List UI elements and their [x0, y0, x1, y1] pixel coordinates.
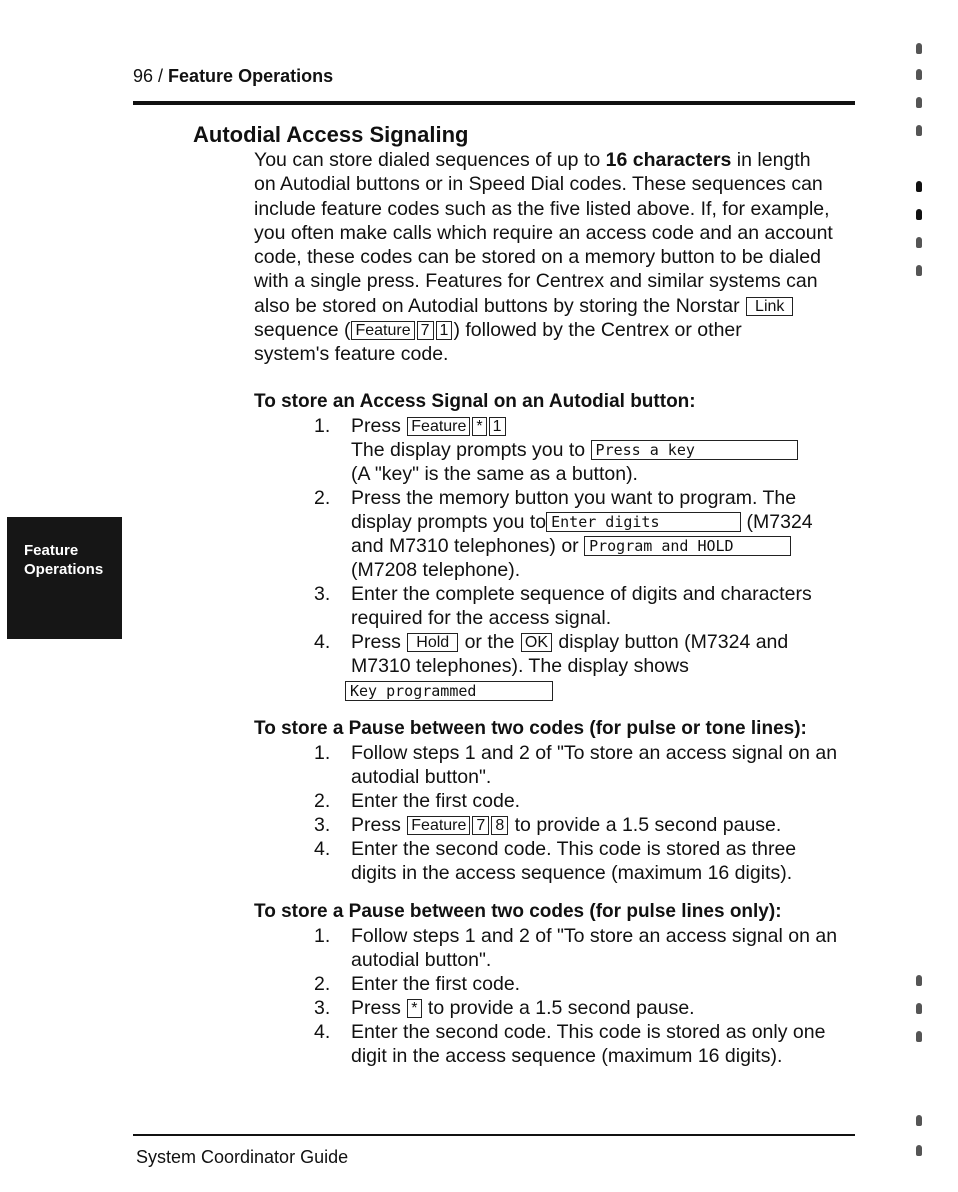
step-number: 4.	[314, 631, 331, 653]
key-star: *	[472, 417, 486, 436]
proc1-step4	[351, 631, 788, 654]
step-number: 4.	[314, 1021, 331, 1043]
step-text: (A "key" is the same as a button).	[351, 463, 638, 485]
step-number: 2.	[314, 487, 331, 509]
intro-line: include feature codes such as the five listed above. If, for example,	[254, 197, 830, 220]
binding-mark	[916, 209, 922, 220]
step-text: Enter the second code. This code is stored as three	[351, 838, 797, 860]
step-text: (M7324	[741, 511, 813, 533]
step-number: 1.	[314, 415, 331, 437]
binding-mark	[916, 975, 922, 986]
key-1: 1	[489, 417, 506, 436]
footer-title: System Coordinator Guide	[136, 1147, 349, 1167]
key-star: *	[407, 999, 421, 1018]
step-text: autodial button".	[351, 949, 492, 971]
step-number: 3.	[314, 997, 331, 1019]
binding-mark	[916, 181, 922, 192]
step-text: display button (M7324 and	[553, 631, 789, 653]
binding-mark	[916, 43, 922, 54]
intro-text: You can store dialed sequences of up to	[254, 149, 606, 171]
section-title: Autodial Access Signaling	[193, 122, 469, 147]
header-section: Feature Operations	[168, 66, 334, 86]
step-number: 2.	[314, 973, 331, 995]
step-text: digit in the access sequence (maximum 16 digits).	[351, 1045, 783, 1067]
display-prompt: Program and HOLD	[584, 536, 791, 556]
key-hold: Hold	[407, 633, 458, 652]
key-ok: OK	[521, 633, 552, 652]
intro-line: system's feature code.	[254, 343, 449, 366]
intro-line: code, these codes can be stored on a memory button to be dialed	[254, 246, 821, 269]
key-link: Link	[746, 297, 793, 316]
intro-line	[254, 318, 864, 342]
intro-bold: 16 characters	[605, 149, 732, 171]
step-text: digits in the access sequence (maximum 16 digits).	[351, 862, 793, 884]
intro-line: you often make calls which require an access code and an account	[254, 221, 833, 244]
binding-mark	[916, 69, 922, 80]
display-prompt: Enter digits	[546, 512, 741, 532]
step-text: autodial button".	[351, 766, 492, 788]
display-prompt: Press a key	[591, 440, 798, 460]
binding-mark	[916, 1145, 922, 1156]
key-1: 1	[436, 321, 453, 340]
display-prompt: Key programmed	[345, 681, 553, 701]
step-text: required for the access signal.	[351, 607, 612, 629]
proc1-step4-display	[345, 680, 553, 703]
step-text: display prompts you to	[351, 511, 547, 533]
step-text: Press	[351, 814, 407, 836]
page-number: 96 /	[133, 66, 164, 86]
step-text: Press	[351, 415, 407, 437]
intro-text: in length	[731, 149, 811, 171]
proc2-heading: To store a Pause between two codes (for pulse or tone lines):	[254, 718, 807, 739]
key-8: 8	[491, 816, 508, 835]
step-text: Follow steps 1 and 2 of "To store an access signal on an	[351, 742, 838, 764]
binding-mark	[916, 97, 922, 108]
step-number: 3.	[314, 583, 331, 605]
step-text: and M7310 telephones) or	[351, 535, 585, 557]
intro-line	[254, 294, 864, 318]
key-7: 7	[472, 816, 489, 835]
proc1-step2-display2	[351, 535, 791, 558]
running-header	[133, 66, 333, 87]
step-text: (M7208 telephone).	[351, 559, 521, 581]
step-number: 1.	[314, 742, 331, 764]
step-text: or the	[459, 631, 520, 653]
proc1-heading: To store an Access Signal on an Autodial button:	[254, 391, 696, 412]
binding-mark	[916, 1115, 922, 1126]
step-number: 4.	[314, 838, 331, 860]
side-tab	[7, 517, 122, 639]
intro-line: on Autodial buttons or in Speed Dial codes. These sequences can	[254, 173, 823, 196]
step-text: M7310 telephones). The display shows	[351, 655, 689, 677]
step-text: to provide a 1.5 second pause.	[509, 814, 782, 836]
side-tab-line1: Feature	[24, 542, 79, 559]
binding-mark	[916, 265, 922, 276]
side-tab-line2: Operations	[24, 561, 104, 578]
step-text: The display prompts you to	[351, 439, 591, 461]
key-feature: Feature	[351, 321, 414, 340]
step-text: Enter the complete sequence of digits and characters	[351, 583, 812, 605]
key-feature: Feature	[407, 816, 470, 835]
intro-line	[254, 148, 864, 172]
step-text: to provide a 1.5 second pause.	[422, 997, 695, 1019]
footer-rule	[133, 1134, 855, 1136]
proc3-step3	[351, 997, 695, 1020]
binding-mark	[916, 125, 922, 136]
proc1-step2-display	[351, 511, 813, 534]
proc1-step1-display	[351, 439, 798, 462]
proc1-step1	[351, 415, 507, 438]
step-text: Follow steps 1 and 2 of "To store an access signal on an	[351, 925, 838, 947]
intro-text: ) followed by the Centrex or other	[453, 319, 742, 342]
intro-paragraph	[254, 148, 864, 367]
step-text: Press the memory button you want to program. The	[351, 487, 797, 509]
header-rule	[133, 101, 855, 105]
binding-mark	[916, 237, 922, 248]
step-text: Enter the second code. This code is stored as only one	[351, 1021, 826, 1043]
intro-text: also be stored on Autodial buttons by storing the Norstar	[254, 294, 746, 317]
step-number: 3.	[314, 814, 331, 836]
intro-text: sequence (	[254, 319, 351, 342]
step-number: 2.	[314, 790, 331, 812]
step-text: Enter the first code.	[351, 973, 521, 995]
key-feature: Feature	[407, 417, 470, 436]
intro-line: with a single press. Features for Centrex and similar systems can	[254, 270, 818, 293]
step-text: Press	[351, 631, 407, 653]
proc2-step3	[351, 814, 781, 837]
binding-mark	[916, 1003, 922, 1014]
step-text: Press	[351, 997, 407, 1019]
binding-mark	[916, 1031, 922, 1042]
step-text: Enter the first code.	[351, 790, 521, 812]
proc3-heading: To store a Pause between two codes (for pulse lines only):	[254, 901, 782, 922]
step-number: 1.	[314, 925, 331, 947]
key-7: 7	[417, 321, 434, 340]
